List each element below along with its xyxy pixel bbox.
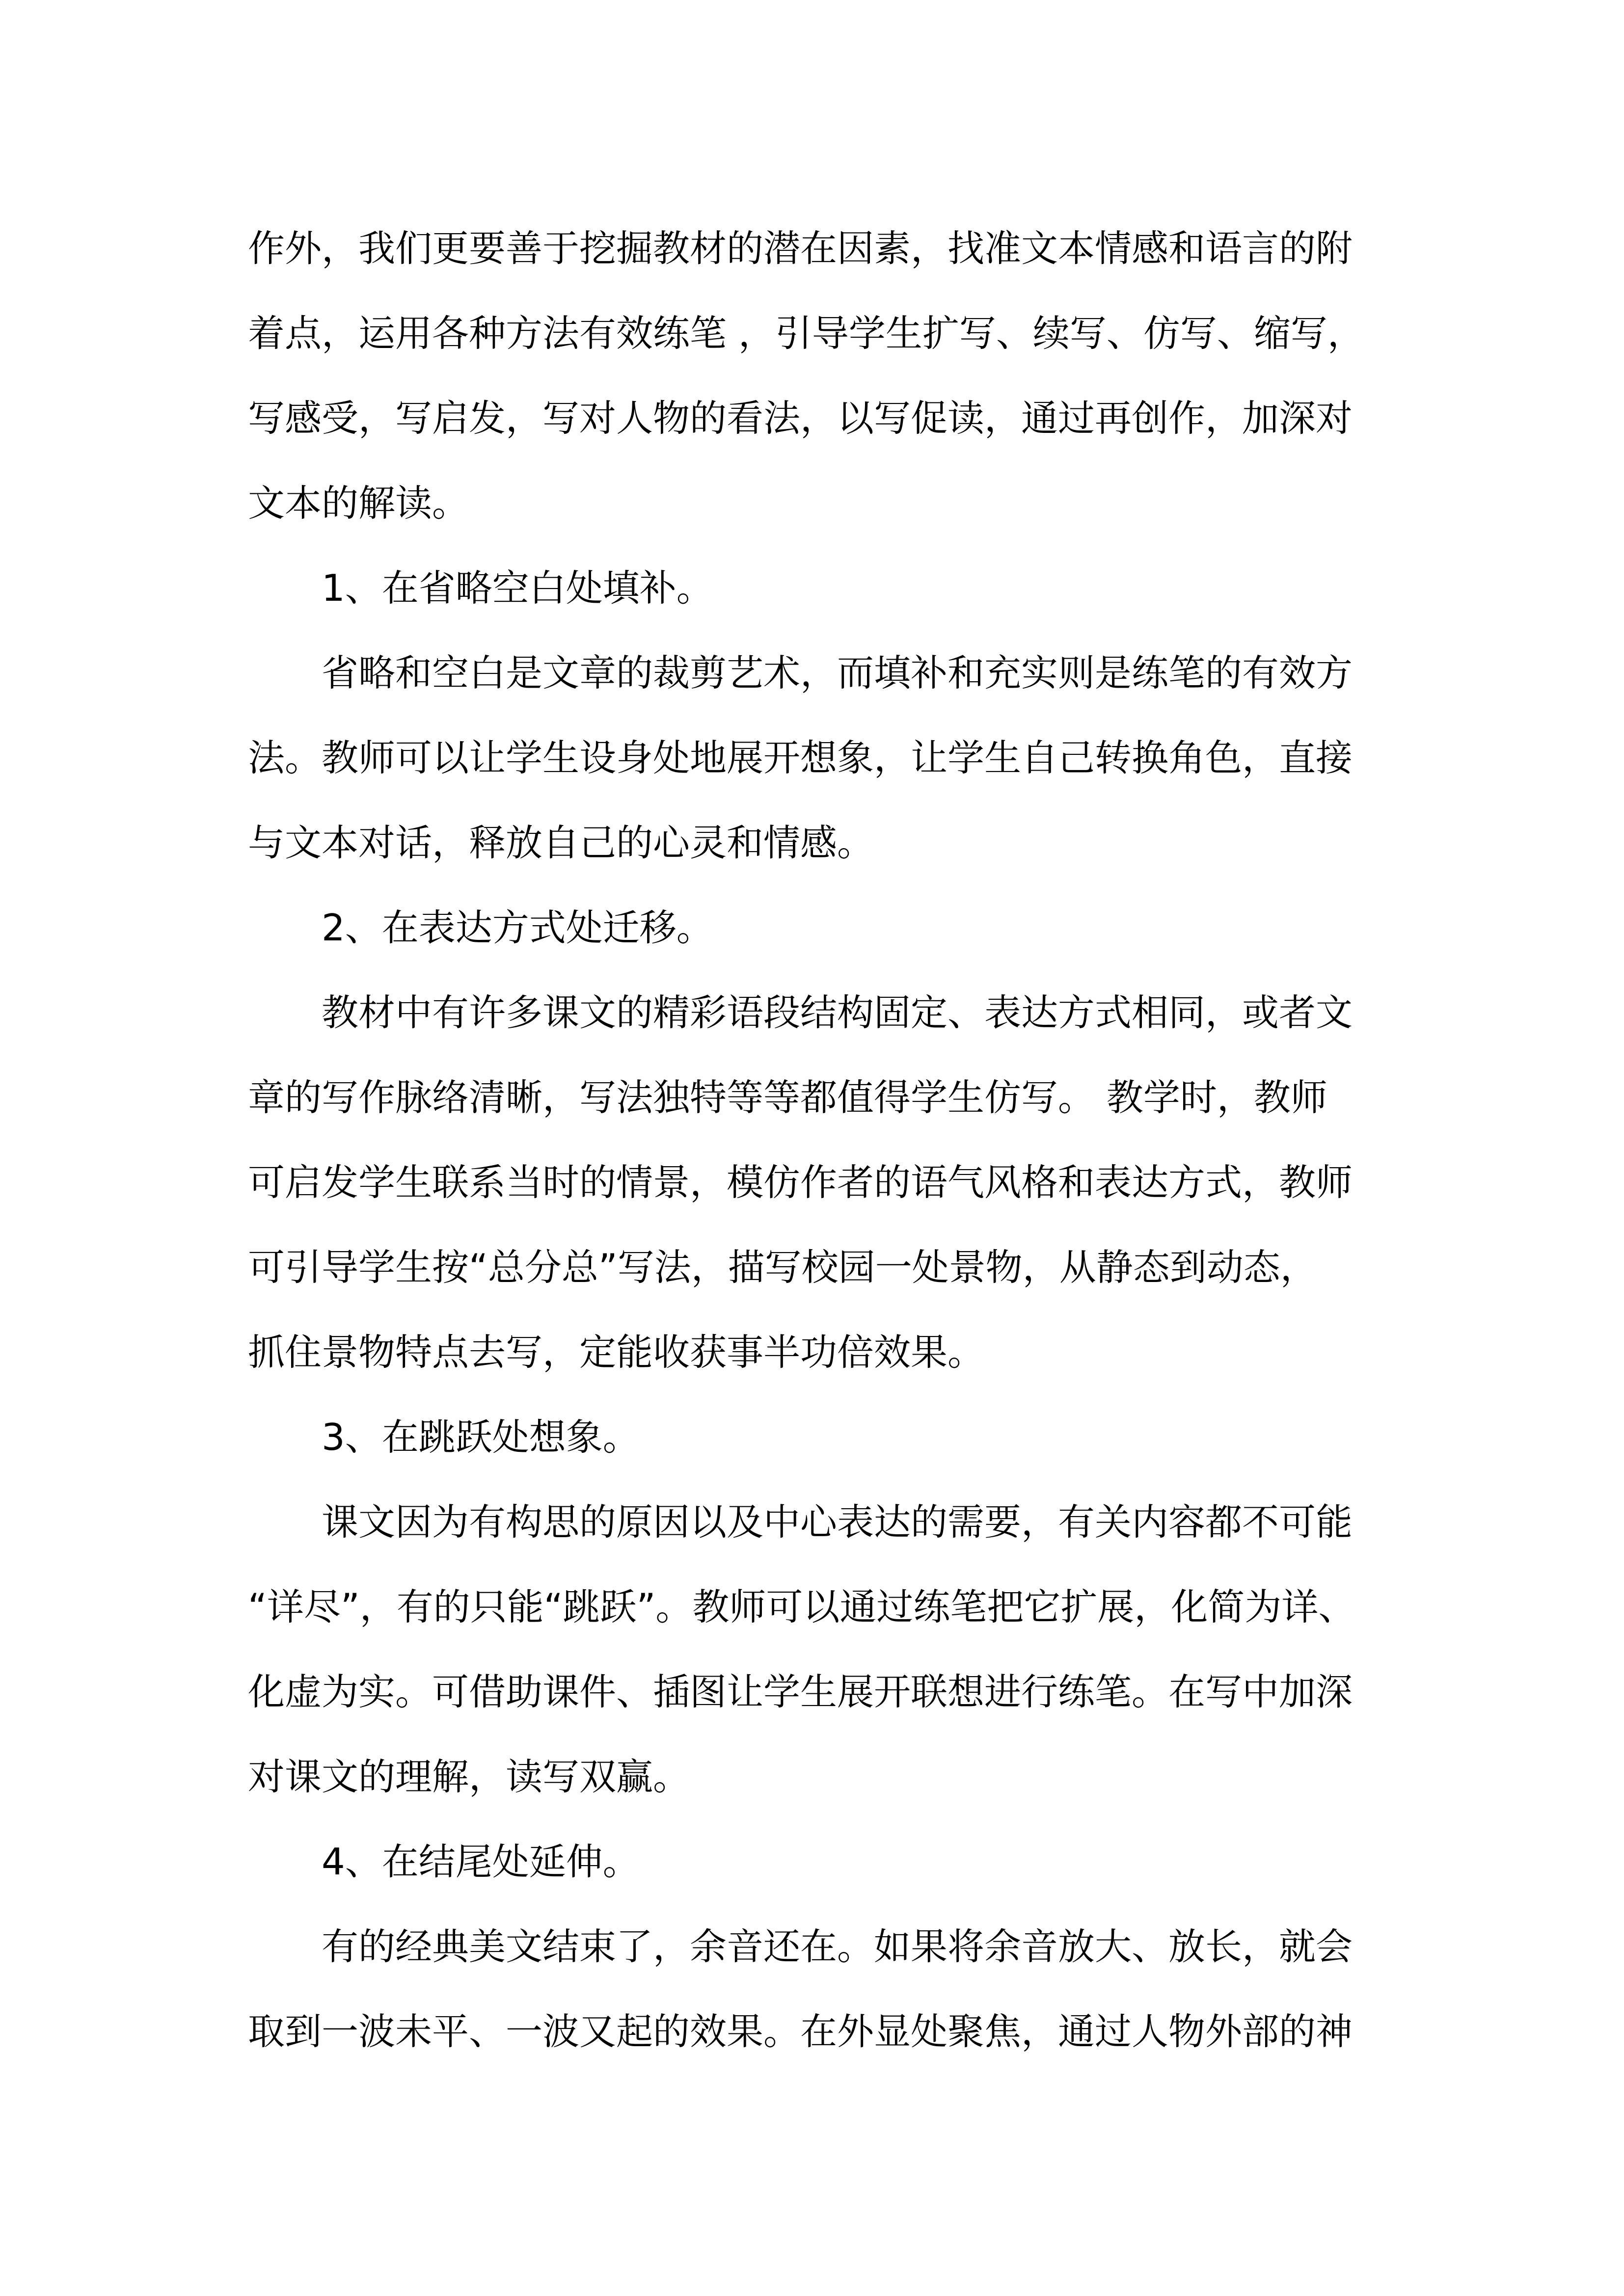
section-heading: 2、在表达方式处迁移。 bbox=[322, 906, 713, 949]
text-line: 课文因为有构思的原因以及中心表达的需要，有关内容都不可能 bbox=[322, 1500, 1353, 1544]
text-line: 取到一波未平、一波又起的效果。在外显处聚焦，通过人物外部的神 bbox=[248, 2010, 1353, 2053]
text-line: 可启发学生联系当时的情景，模仿作者的语气风格和表达方式，教师 bbox=[248, 1161, 1353, 1204]
text-line: 章的写作脉络清晰，写法独特等等都值得学生仿写。 教学时，教师 bbox=[248, 1076, 1327, 1119]
text-line: 与文本对话，释放自己的心灵和情感。 bbox=[248, 821, 874, 864]
text-line: 文本的解读。 bbox=[248, 481, 469, 525]
text-line: 写感受，写启发，写对人物的看法，以写促读，通过再创作，加深对 bbox=[248, 397, 1353, 440]
text-line: 可引导学生按“总分总”写法，描写校园一处景物，从静态到动态， bbox=[248, 1246, 1317, 1289]
text-line: “详尽”，有的只能“跳跃”。教师可以通过练笔把它扩展，化简为详、 bbox=[248, 1585, 1355, 1629]
text-line: 省略和空白是文章的裁剪艺术，而填补和充实则是练笔的有效方 bbox=[322, 651, 1353, 694]
section-heading: 3、在跳跃处想象。 bbox=[322, 1415, 640, 1459]
text-line: 有的经典美文结束了，余音还在。如果将余音放大、放长，就会 bbox=[322, 1925, 1353, 1968]
text-line: 化虚为实。可借助课件、插图让学生展开联想进行练笔。在写中加深 bbox=[248, 1670, 1353, 1713]
section-heading: 4、在结尾处延伸。 bbox=[322, 1840, 640, 1883]
text-line: 抓住景物特点去写，定能收获事半功倍效果。 bbox=[248, 1331, 985, 1374]
text-line: 教材中有许多课文的精彩语段结构固定、表达方式相同，或者文 bbox=[322, 991, 1353, 1034]
section-heading: 1、在省略空白处填补。 bbox=[322, 566, 713, 610]
text-line: 作外，我们更要善于挖掘教材的潜在因素，找准文本情感和语言的附 bbox=[248, 227, 1353, 270]
body-text bbox=[248, 206, 1392, 2074]
text-line: 着点，运用各种方法有效练笔 ，引导学生扩写、续写、仿写、缩写， bbox=[248, 312, 1364, 355]
text-line: 对课文的理解，读写双赢。 bbox=[248, 1755, 690, 1798]
text-line: 法。教师可以让学生设身处地展开想象，让学生自己转换角色，直接 bbox=[248, 736, 1353, 779]
